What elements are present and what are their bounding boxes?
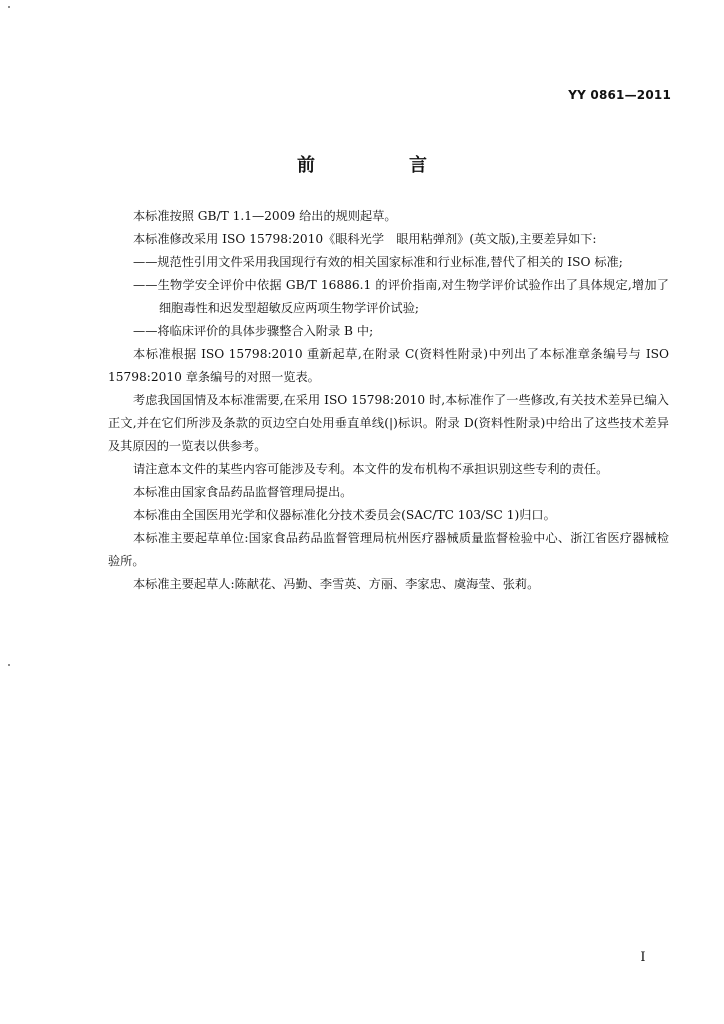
adoption-paragraph: 本标准修改采用 ISO 15798:2010《眼科光学 眼用粘弹剂》(英文版),主要差异如下: — [133, 232, 597, 246]
page-number: I — [640, 950, 646, 965]
proposer-paragraph: 本标准由国家食品药品监督管理局提出。 — [133, 485, 353, 499]
drafters-paragraph: 本标准主要起草人:陈献花、冯勤、李雪英、方丽、李家忠、虞海莹、张莉。 — [133, 577, 540, 591]
patent-notice-paragraph: 请注意本文件的某些内容可能涉及专利。本文件的发布机构不承担识别这些专利的责任。 — [133, 462, 609, 476]
difference-item-clinical-evaluation: ——将临床评价的具体步骤整合入附录 B 中; — [133, 324, 374, 338]
technical-committee-paragraph: 本标准由全国医用光学和仪器标准化分技术委员会(SAC/TC 103/SC 1)归口。 — [133, 508, 556, 522]
modifications-paragraph: 考虑我国国情及本标准需要,在采用 ISO 15798:2010 时,本标准作了一些修改,有关技术差异已编入正文,并在它们所涉及条款的页边空白处用垂直单线(|)标识。附录 D(资料性附录)中给出了这些技术差异及其原因的一览表以供参考。 — [108, 393, 669, 453]
scan-dot-middle — [8, 664, 10, 666]
drafting-units-paragraph: 本标准主要起草单位:国家食品药品监督管理局杭州医疗器械质量监督检验中心、浙江省医疗器械检验所。 — [108, 531, 669, 568]
redrafting-paragraph: 本标准根据 ISO 15798:2010 重新起草,在附录 C(资料性附录)中列出了本标准章条编号与 ISO 15798:2010 章条编号的对照一览表。 — [108, 347, 669, 384]
standard-code: YY 0861—2011 — [568, 88, 671, 102]
difference-item-biological-evaluation: ——生物学安全评价中依据 GB/T 16886.1 的评价指南,对生物学评价试验作出了具体规定,增加了细胞毒性和迟发型超敏反应两项生物学评价试验; — [133, 278, 669, 315]
page-title: 前 言 — [297, 155, 465, 176]
scan-dot-top — [8, 6, 10, 8]
drafting-rule-paragraph: 本标准按照 GB/T 1.1—2009 给出的规则起草。 — [133, 209, 397, 223]
document-body — [108, 205, 669, 596]
difference-item-references: ——规范性引用文件采用我国现行有效的相关国家标准和行业标准,替代了相关的 ISO 标准; — [133, 255, 623, 269]
